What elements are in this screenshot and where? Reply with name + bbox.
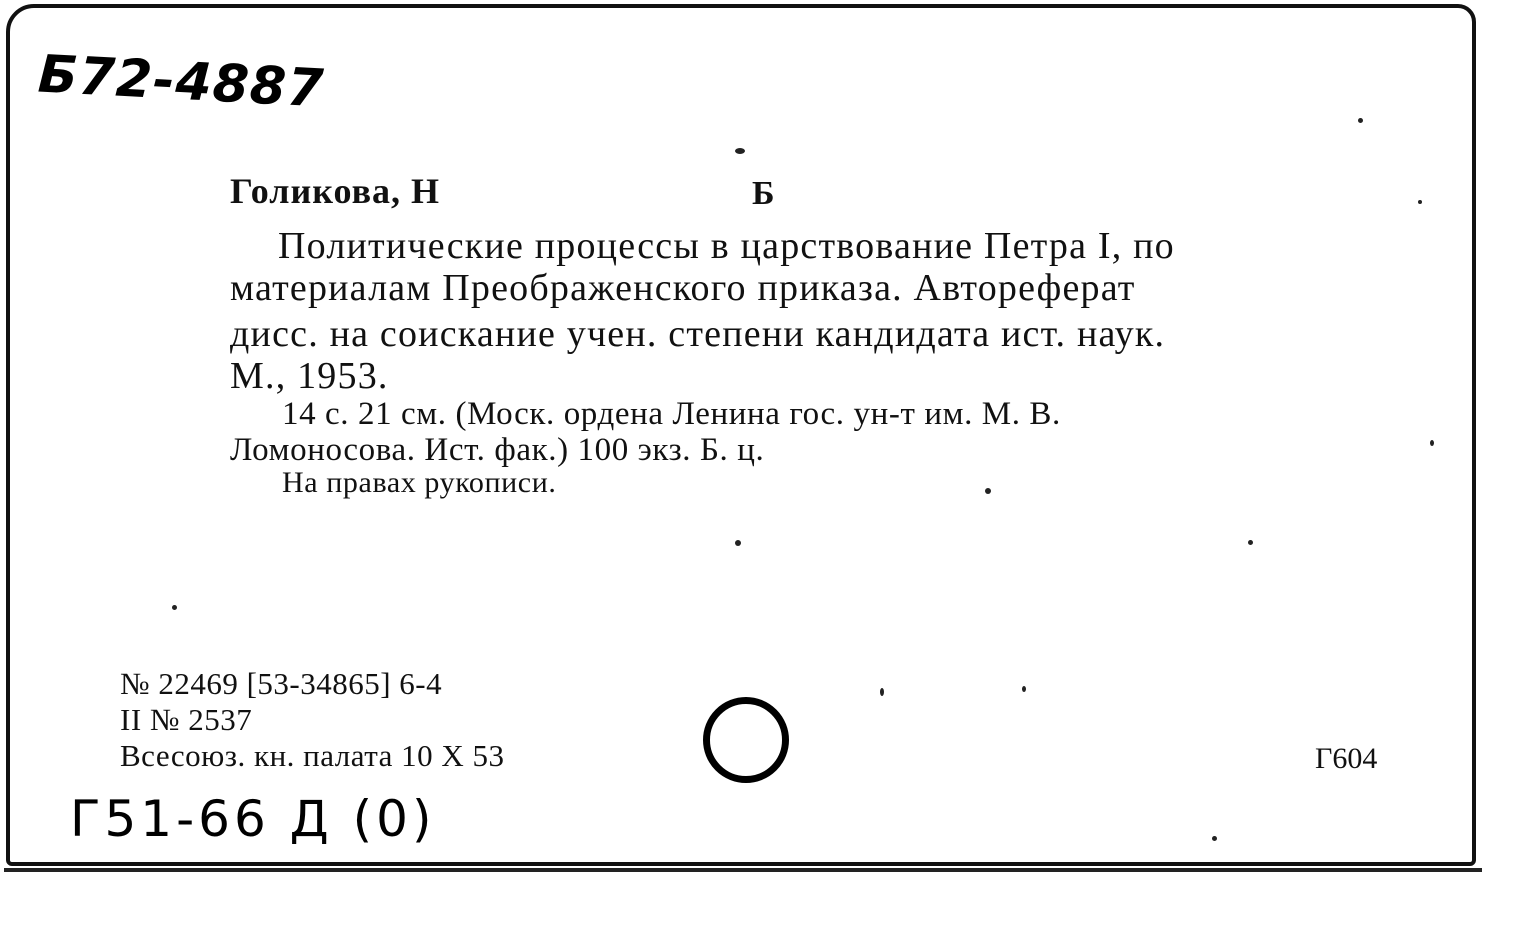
scan-speck: [985, 488, 991, 494]
scan-speck: [1022, 686, 1026, 692]
rights-note: На правах рукописи.: [282, 466, 557, 499]
card-code: Г604: [1315, 742, 1378, 775]
handwritten-call-number: Б72-4887: [36, 44, 326, 120]
shelf-letter: Б: [752, 175, 775, 212]
card-edge-shadow: [4, 868, 1482, 872]
scan-speck: [1430, 440, 1434, 446]
collation-line-2: Ломоносова. Ист. фак.) 100 экз. Б. ц.: [230, 432, 765, 468]
scan-speck: [1248, 540, 1253, 545]
title-line-3: дисс. на соискание учен. степени кандидата ист. наук.: [230, 313, 1166, 355]
title-line-2: материалам Преображенского приказа. Автореферат: [230, 267, 1136, 309]
scan-speck: [880, 688, 884, 696]
scan-speck: [1418, 200, 1422, 204]
scan-speck: [172, 605, 177, 610]
secondary-number: II № 2537: [120, 702, 253, 737]
scan-speck: [1358, 118, 1363, 123]
scan-speck: [735, 540, 741, 546]
handwritten-shelf-mark: Г51-66 Д (0): [70, 790, 436, 848]
title-line-4: М., 1953.: [230, 355, 389, 397]
registry-number: № 22469 [53-34865] 6-4: [120, 666, 443, 701]
scan-speck: [1212, 836, 1217, 841]
punch-hole: [703, 697, 789, 783]
scan-speck: [735, 148, 745, 154]
title-line-1: Политические процессы в царствование Петра I, по: [278, 225, 1175, 267]
author-name: Голикова, Н: [230, 171, 441, 211]
collation-line-1: 14 с. 21 см. (Моск. ордена Ленина гос. ун-т им. М. В.: [282, 396, 1061, 432]
publisher-line: Всесоюз. кн. палата 10 X 53: [120, 738, 505, 773]
